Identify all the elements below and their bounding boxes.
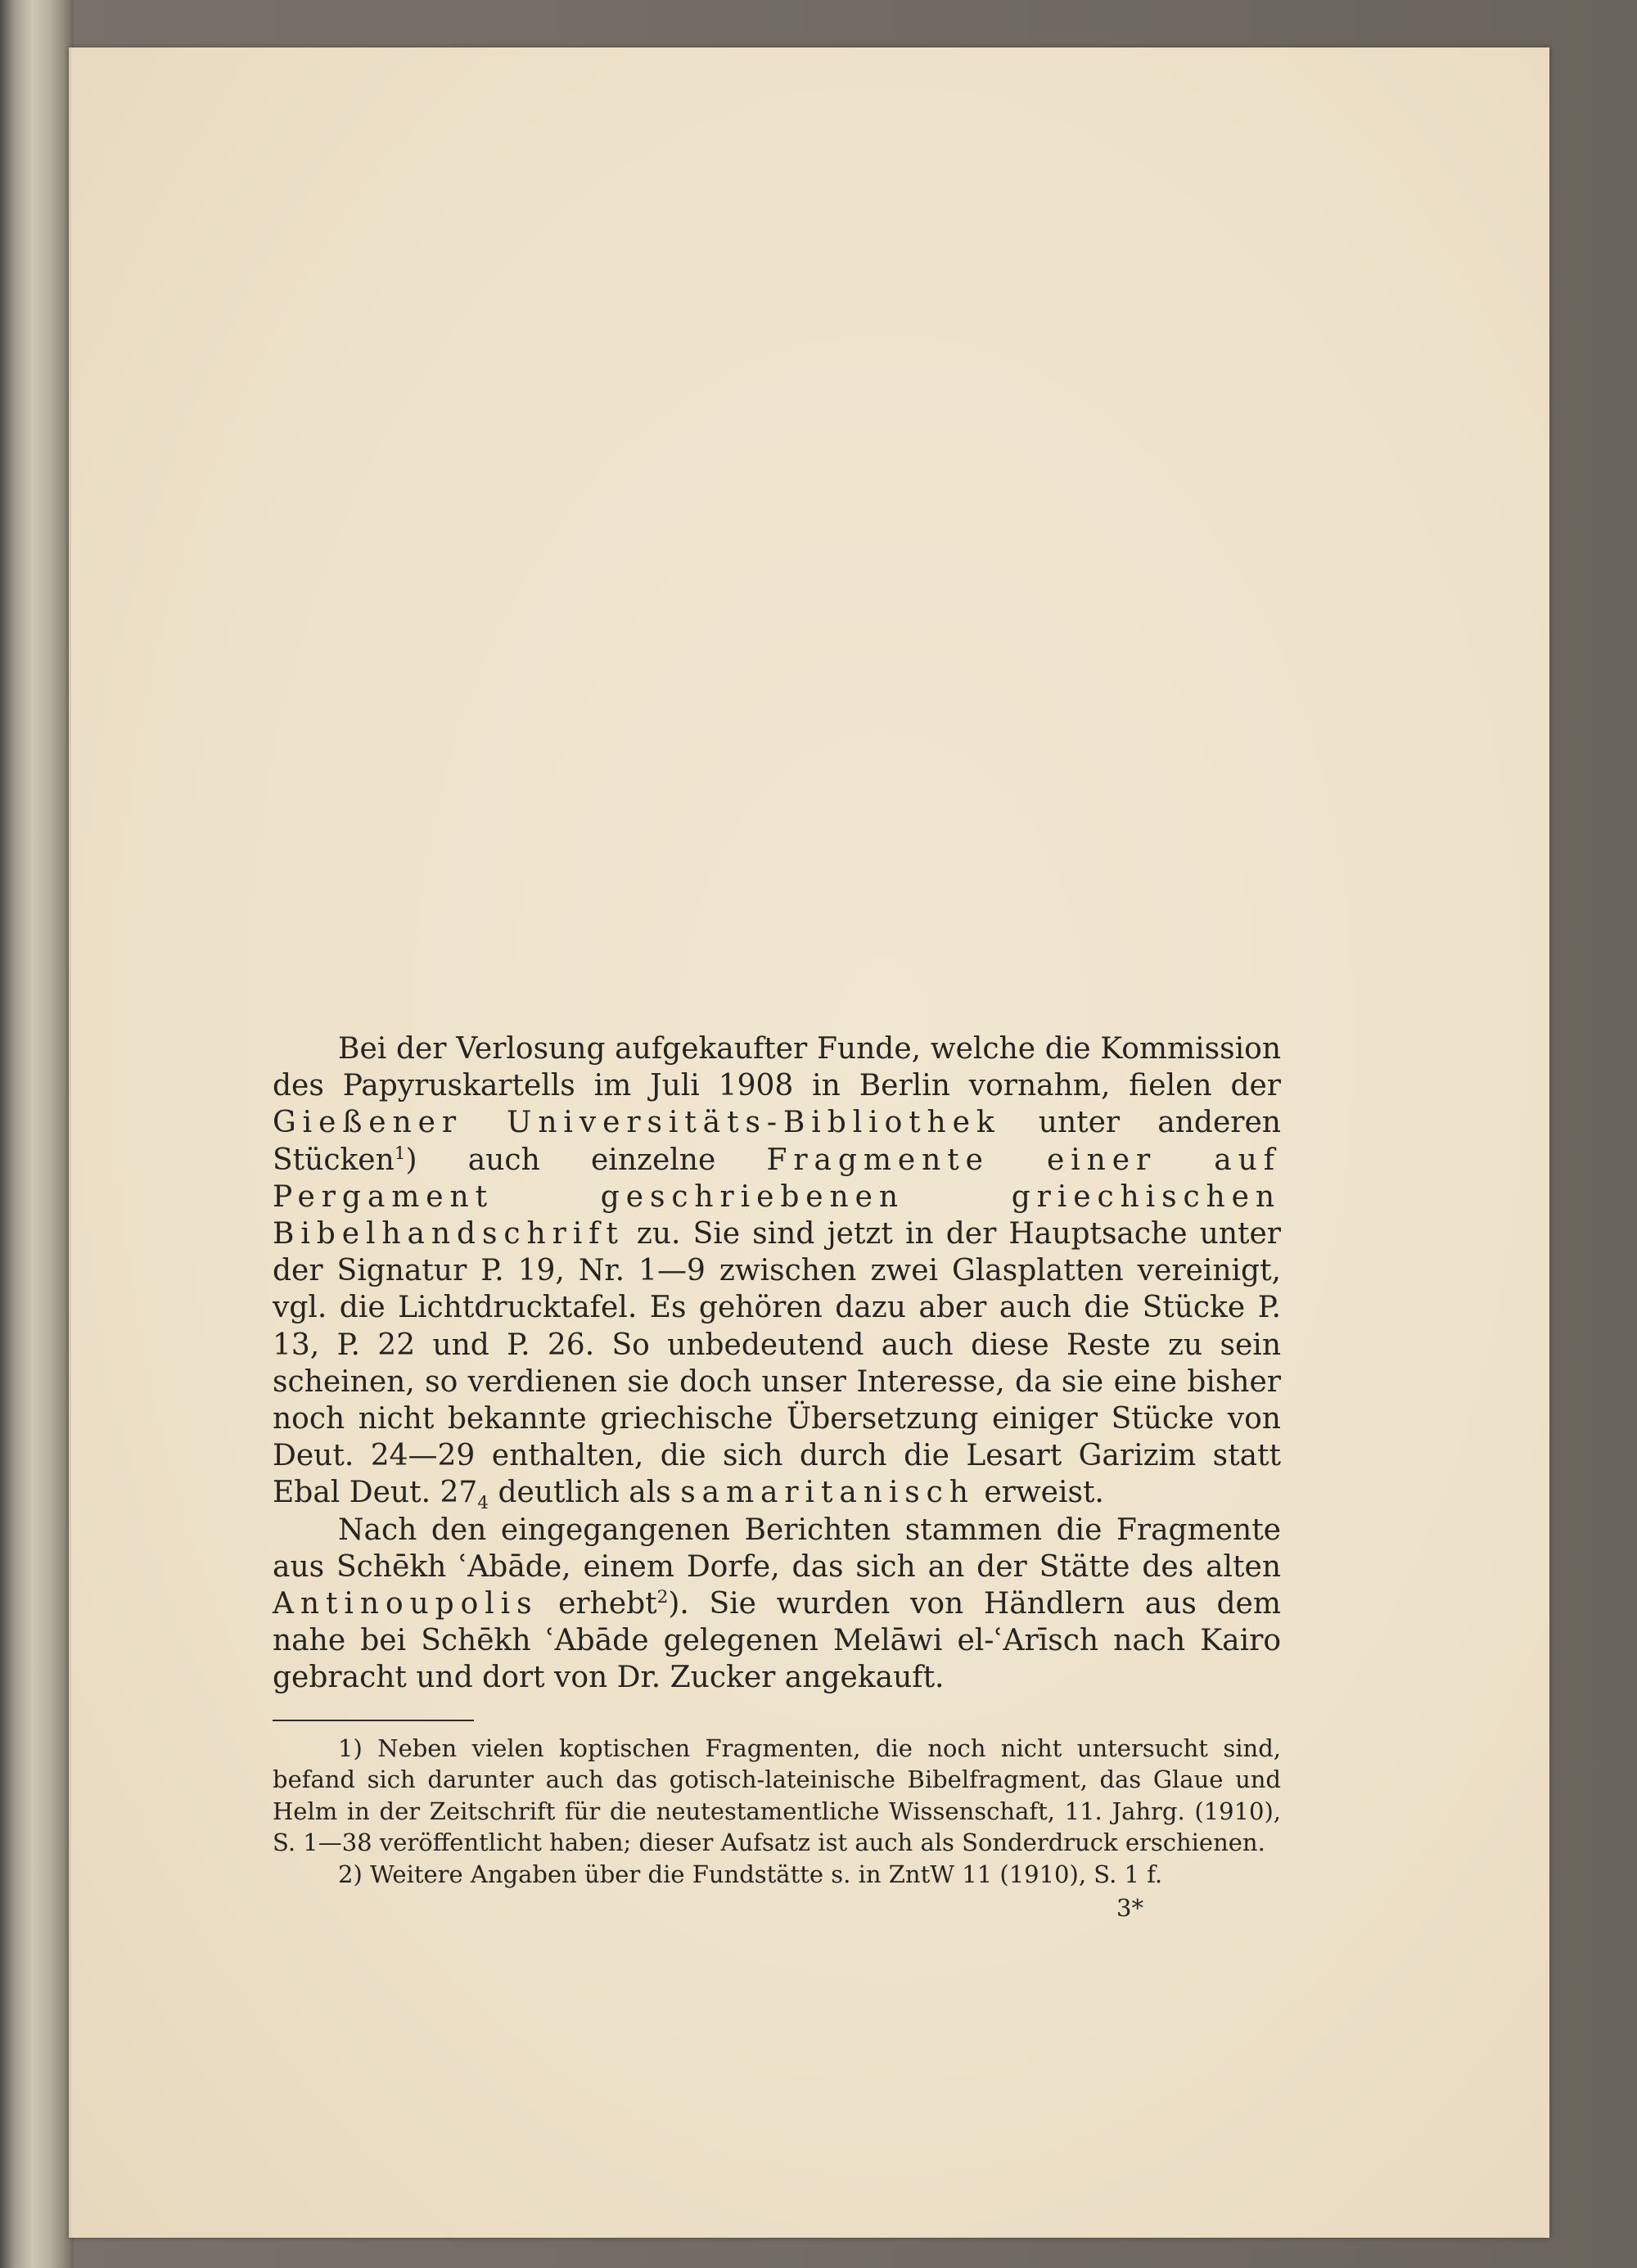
paragraph-2-spaced: Antinoupolis: [273, 1587, 539, 1621]
paragraph-1-spaced-b: Fragmente einer auf Pergament geschriebenen griechischen Bibelhandschrift: [273, 1143, 1281, 1251]
paragraph-1-text-a: Bei der Verlosung aufgekaufter Funde, welche die Kommission des Papyruskartells im Juli 1908 in Berlin vornahm, fielen der: [273, 1032, 1281, 1103]
footnote-divider: [273, 1720, 474, 1721]
paragraph-1: [273, 1030, 1281, 1512]
book-binding-edge: [0, 0, 74, 2268]
paragraph-1-spaced-a: Gießener Universitäts-Bibliothek: [273, 1106, 1001, 1140]
book-page: [69, 47, 1549, 2238]
paragraph-1-text-e: deutlich als: [498, 1476, 671, 1510]
text-block: [273, 1030, 1281, 1923]
paragraph-2-text-b: erhebt: [558, 1587, 657, 1621]
verse-subscript: 4: [477, 1493, 489, 1514]
signature-mark: 3*: [1116, 1894, 1143, 1923]
footnote-1: 1) Neben vielen koptischen Fragmenten, die noch nicht untersucht sind, befand sich darunter auch das gotisch-lateinische Bibelfragment, das Glaue und Helm in der Zeitschrift für die neutestamentliche Wissenschaft, 11. Jahrg. (1910), S. 1—38 veröffentlicht haben; dieser Aufsatz ist auch als Sonderdruck erschienen.: [273, 1734, 1281, 1857]
paragraph-1-spaced-c: samaritanisch: [680, 1476, 975, 1510]
paragraph-2-text-a: Nach den eingegangenen Berichten stammen die Fragmente aus Schēkh ʿAbāde, einem Dorfe, das sich an der Stätte des alten: [273, 1513, 1281, 1584]
paragraph-1-text-f: erweist.: [984, 1476, 1104, 1510]
paragraph-1-text-c: ) auch einzelne: [405, 1143, 716, 1177]
footnote-2: 2) Weitere Angaben über die Fundstätte s. in ZntW 11 (1910), S. 1 f.: [338, 1860, 1163, 1888]
paragraph-1-text-d: zu. Sie sind jetzt in der Hauptsache unter der Signatur P. 19, Nr. 1—9 zwischen zwei Glasplatten vereinigt, vgl. die Lichtdrucktafel. Es gehören dazu aber auch die Stücke P. 13, P. 22 und P. 26. So unbedeutend auch diese Reste zu sein scheinen, so verdienen sie doch unser Interesse, da sie eine bisher noch nicht bekannte griechische Übersetzung einiger Stücke von Deut. 24—29 enthalten, die sich durch die Lesart Garizim statt Ebal Deut. 27: [273, 1217, 1281, 1510]
paragraph-1-text-b: unter anderen Stücken: [273, 1106, 1281, 1177]
footnote-ref-2: 2: [656, 1587, 669, 1608]
paragraph-2-text-c: ). Sie wurden von Händlern aus dem nahe bei Schēkh ʿAbāde gelegenen Melāwi el-ʿArīsch nach Kairo gebracht und dort von Dr. Zucker angekauft.: [273, 1587, 1281, 1695]
footnote-ref-1: 1: [394, 1143, 406, 1164]
paragraph-2: [273, 1512, 1281, 1697]
